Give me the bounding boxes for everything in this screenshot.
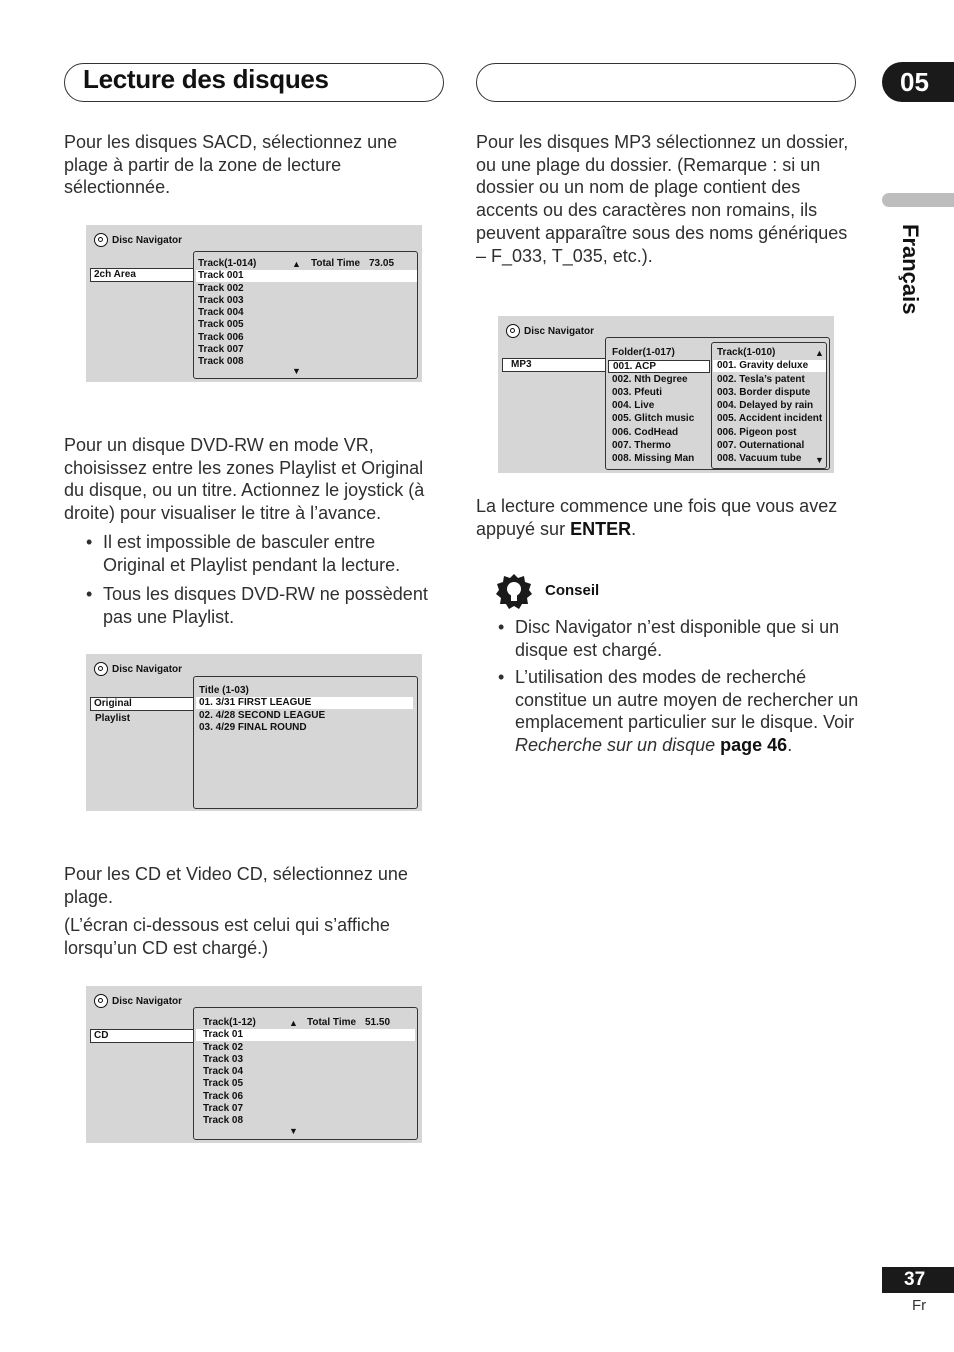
mp3-disc-navigator [498,316,834,473]
list-header: Track(1-014) [198,258,257,269]
bullet-text: L’utilisation des modes de recherché constitue un autre moyen de rechercher un emplacement particulier sur le disque. Voir [515,667,859,733]
total-time-value: 51.50 [365,1017,391,1028]
folder-item[interactable]: 003. Pfeuti [612,387,663,398]
track-panel [193,1007,418,1140]
screen-title: Disc Navigator [112,234,183,246]
chapter-badge: 05 [882,62,954,102]
language-tab [882,193,954,207]
list-item[interactable]: Track 002 [198,282,244,294]
page-title: Lecture des disques [83,64,329,94]
list-header: Track(1-12) [203,1017,256,1028]
up-arrow-icon: ▲ [292,259,301,269]
cd-note: (L’écran ci-dessous est celui qui s’affiche lorsqu’un CD est chargé.) [64,915,390,958]
enter-text: La lecture commence une fois que vous avez appuyé sur [476,496,838,539]
up-arrow-icon: ▲ [815,348,824,358]
cd-disc-navigator [86,986,422,1143]
list-item[interactable]: 02. 4/28 SECOND LEAGUE [199,710,326,721]
list-item[interactable]: Track 06 [203,1091,244,1102]
track-item[interactable]: 003. Border dispute [717,387,811,398]
list-item[interactable]: Track 05 [203,1078,244,1089]
list-item[interactable]: 03. 4/29 FINAL ROUND [199,722,307,733]
disc-icon [94,233,108,247]
folder-item[interactable]: 005. Glitch music [612,413,695,424]
track-item[interactable]: 004. Delayed by rain [717,400,814,411]
area-item[interactable]: 2ch Area [90,268,196,282]
bullet-text: Il est impossible de basculer entre Original et Playlist pendant la lecture. [103,532,401,575]
bullet-end: . [787,735,793,756]
dvdrw-paragraph: Pour un disque DVD-RW en mode VR, choisissez entre les zones Playlist et Original du disque, ou un titre. Actionnez le joystick (à droite) pour visualiser le titre à l’avance. [64,435,425,524]
track-item[interactable]: 002. Tesla’s patent [717,374,805,385]
bullet-text: Disc Navigator n’est disponible que si un disque est chargé. [515,617,840,660]
list-item[interactable]: 01. 3/31 FIRST LEAGUE [196,697,413,709]
track-item[interactable]: 007. Outernational [717,440,805,451]
language-code: Fr [912,1297,927,1314]
folder-item[interactable]: 002. Nth Degree [612,374,688,385]
bullet-dot: • [498,667,505,687]
down-arrow-icon: ▼ [289,1126,298,1136]
enter-end: . [631,518,637,539]
list-item[interactable]: Track 01 [196,1029,415,1041]
mp3-item[interactable]: MP3 [502,358,608,372]
track-panel [711,342,827,469]
screen-title: Disc Navigator [524,325,595,337]
cd-paragraph: Pour les CD et Video CD, sélectionnez une plage. [64,864,408,907]
folder-panel [605,337,830,470]
down-arrow-icon: ▼ [815,455,824,465]
total-time-label: Total Time [311,258,361,269]
down-arrow-icon: ▼ [292,366,301,376]
disc-icon [506,324,520,338]
bullet-item [86,531,438,576]
dvdrw-disc-navigator [86,654,422,811]
list-item[interactable]: Track 004 [198,307,244,318]
disc-icon [94,662,108,676]
list-item[interactable]: Track 02 [203,1042,244,1053]
track-header: Track(1-010) [717,347,776,358]
list-item[interactable]: Track 007 [198,343,244,355]
language-label: Français [898,224,923,315]
list-item[interactable]: Track 07 [203,1103,244,1114]
list-header: Title (1-03) [199,685,249,696]
playlist-item[interactable]: Playlist [95,713,131,724]
track-item[interactable]: 008. Vacuum tube [717,453,802,464]
track-panel [193,251,418,379]
list-item[interactable]: Track 001 [196,270,417,282]
mp3-paragraph: Pour les disques MP3 sélectionnez un dossier, ou une plage du dossier. (Remarque : si un dossier ou un nom de plage contient des accents ou des caractères non romains, ils peuvent apparaître sous des noms génériques – F_033, T_035, etc.). [476,132,849,266]
original-item[interactable]: Original [90,697,196,711]
list-item[interactable]: Track 006 [198,331,244,343]
page-reference-link[interactable]: page 46 [720,735,788,756]
title-panel [193,676,418,809]
right-header-frame [476,63,856,102]
up-arrow-icon: ▲ [289,1018,298,1028]
bullet-dot: • [498,617,505,637]
tip-bullet [498,666,860,757]
disc-icon [94,994,108,1008]
tip-label: Conseil [545,582,600,599]
tip-bullet [498,616,850,661]
list-item[interactable]: Track 08 [203,1115,244,1126]
folder-item[interactable]: 006. CodHead [612,427,679,438]
enter-key: ENTER [570,518,632,539]
track-item[interactable]: 001. Gravity deluxe [713,360,826,372]
enter-paragraph [476,495,861,540]
cross-reference-title: Recherche sur un disque [515,735,716,756]
screen-title: Disc Navigator [112,663,183,675]
list-item[interactable]: Track 003 [198,294,244,306]
folder-item[interactable]: 001. ACP [608,360,710,373]
screen-title: Disc Navigator [112,995,183,1007]
list-item[interactable]: Track 03 [203,1054,244,1065]
total-time-label: Total Time [307,1017,357,1028]
page-number: 37 [882,1267,954,1293]
bullet-text: Tous les disques DVD-RW ne possèdent pas une Playlist. [103,584,428,627]
list-item[interactable]: Track 008 [198,356,244,368]
sacd-disc-navigator [86,225,422,382]
track-item[interactable]: 005. Accident incident [717,413,823,424]
lightbulb-icon [496,574,532,610]
folder-header: Folder(1-017) [612,347,675,358]
sacd-paragraph: Pour les disques SACD, sélectionnez une plage à partir de la zone de lecture sélectionnée. [64,132,398,198]
bullet-dot: • [86,532,93,552]
folder-item[interactable]: 008. Missing Man [612,453,695,464]
cd-item[interactable]: CD [90,1029,196,1043]
folder-item[interactable]: 007. Thermo [612,440,671,451]
folder-item[interactable]: 004. Live [612,400,655,411]
bullet-dot: • [86,584,93,604]
bullet-item [86,583,448,628]
track-item[interactable]: 006. Pigeon post [717,427,797,438]
total-time-value: 73.05 [369,258,395,269]
list-item[interactable]: Track 005 [198,319,244,331]
list-item[interactable]: Track 04 [203,1066,244,1077]
